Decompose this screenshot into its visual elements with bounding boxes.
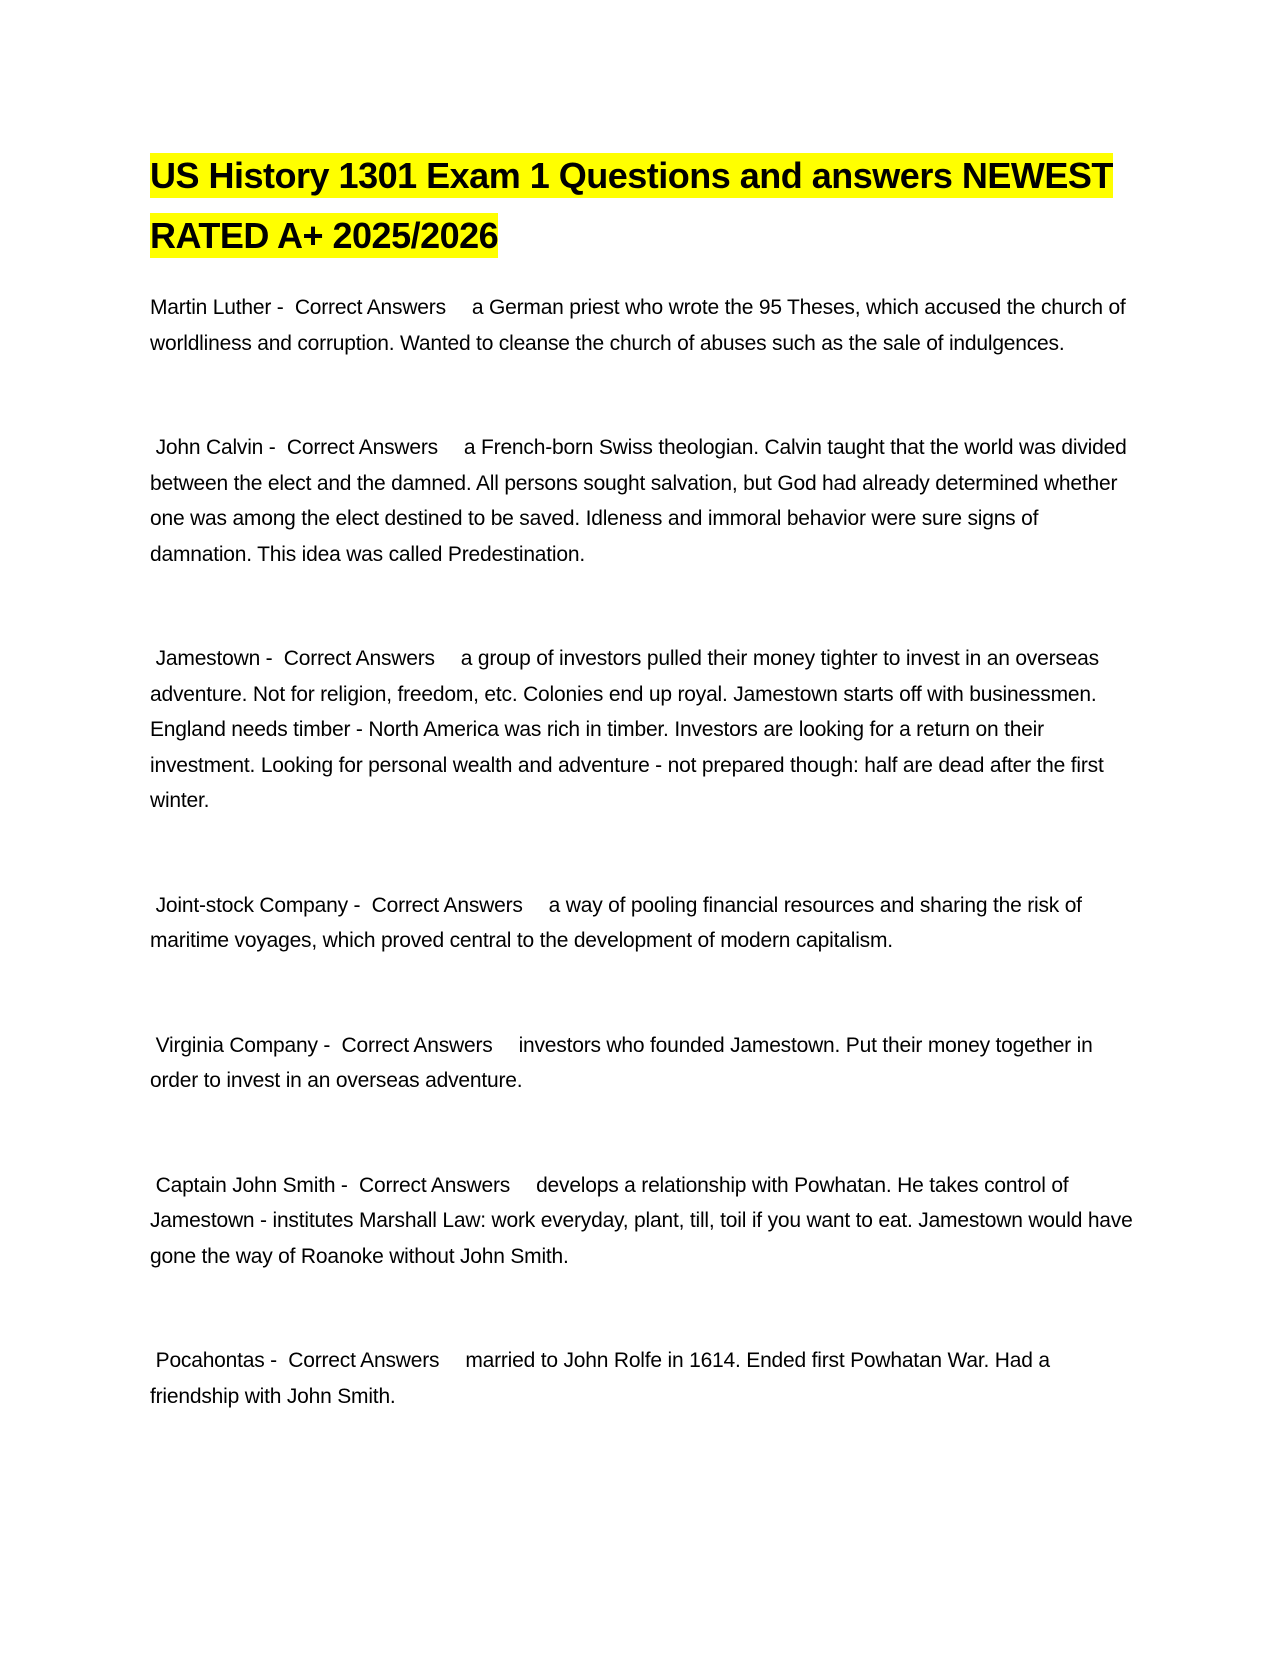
entry-term: Pocahontas -	[150, 1349, 283, 1372]
entry-definition: investors who founded Jamestown. Put their money together in order to invest in an overseas adventure.	[150, 1033, 1093, 1092]
entry-term: Virginia Company -	[150, 1033, 336, 1057]
entry-definition: develops a relationship with Powhatan. He takes control of Jamestown - institutes Marshall Law: work everyday, plant, till, toil if you want to eat. Jamestown would have gone the way of Roanoke without John Smith.	[150, 1173, 1133, 1268]
correct-answers-label: Correct Answers	[281, 436, 438, 459]
correct-answers-label: Correct Answers	[278, 647, 435, 670]
entry-definition: a German priest who wrote the 95 Theses, which accused the church of worldliness and corruption. Wanted to cleanse the church of abuses such as the sale of indulgences.	[150, 296, 1126, 355]
entry-term: Captain John Smith -	[150, 1173, 354, 1197]
qa-entry	[150, 641, 1135, 819]
document-title	[150, 146, 1135, 266]
entry-definition: a way of pooling financial resources and sharing the risk of maritime voyages, which proved central to the development of modern capitalism.	[150, 893, 1082, 952]
qa-entry	[150, 290, 1135, 361]
qa-entry	[150, 1168, 1135, 1275]
entry-definition: a French-born Swiss theologian. Calvin taught that the world was divided between the elect and the damned. All persons sought salvation, but God had already determined whether one was among the elect destined to be saved. Idleness and immoral behavior were sure signs of damnation. This idea was called Predestination.	[150, 436, 1127, 566]
qa-entry	[150, 888, 1135, 959]
entry-definition: a group of investors pulled their money tighter to invest in an overseas adventure. Not for religion, freedom, etc. Colonies end up royal. Jamestown starts off with businessmen. England needs timber - North America was rich in timber. Investors are looking for a return on their investment. Looking for personal wealth and adventure - not prepared though: half are dead after the first winter.	[150, 647, 1104, 812]
correct-answers-label: Correct Answers	[365, 893, 523, 917]
qa-entry	[150, 1343, 1135, 1414]
correct-answers-label: Correct Answers	[335, 1033, 493, 1057]
document-page	[150, 146, 1135, 1483]
qa-entry	[150, 1028, 1135, 1099]
qa-entry	[150, 430, 1135, 572]
entry-term: Joint-stock Company -	[150, 893, 366, 917]
correct-answers-label: Correct Answers	[289, 296, 446, 319]
entry-term: John Calvin -	[150, 436, 282, 459]
correct-answers-label: Correct Answers	[353, 1173, 511, 1197]
correct-answers-label: Correct Answers	[282, 1349, 440, 1372]
entry-term: Martin Luther -	[150, 296, 290, 319]
entry-term: Jamestown -	[150, 647, 279, 670]
entry-definition: married to John Rolfe in 1614. Ended first Powhatan War. Had a friendship with John Smith.	[150, 1349, 1050, 1408]
title-highlight: US History 1301 Exam 1 Questions and answers NEWEST RATED A+ 2025/2026	[150, 155, 1113, 256]
